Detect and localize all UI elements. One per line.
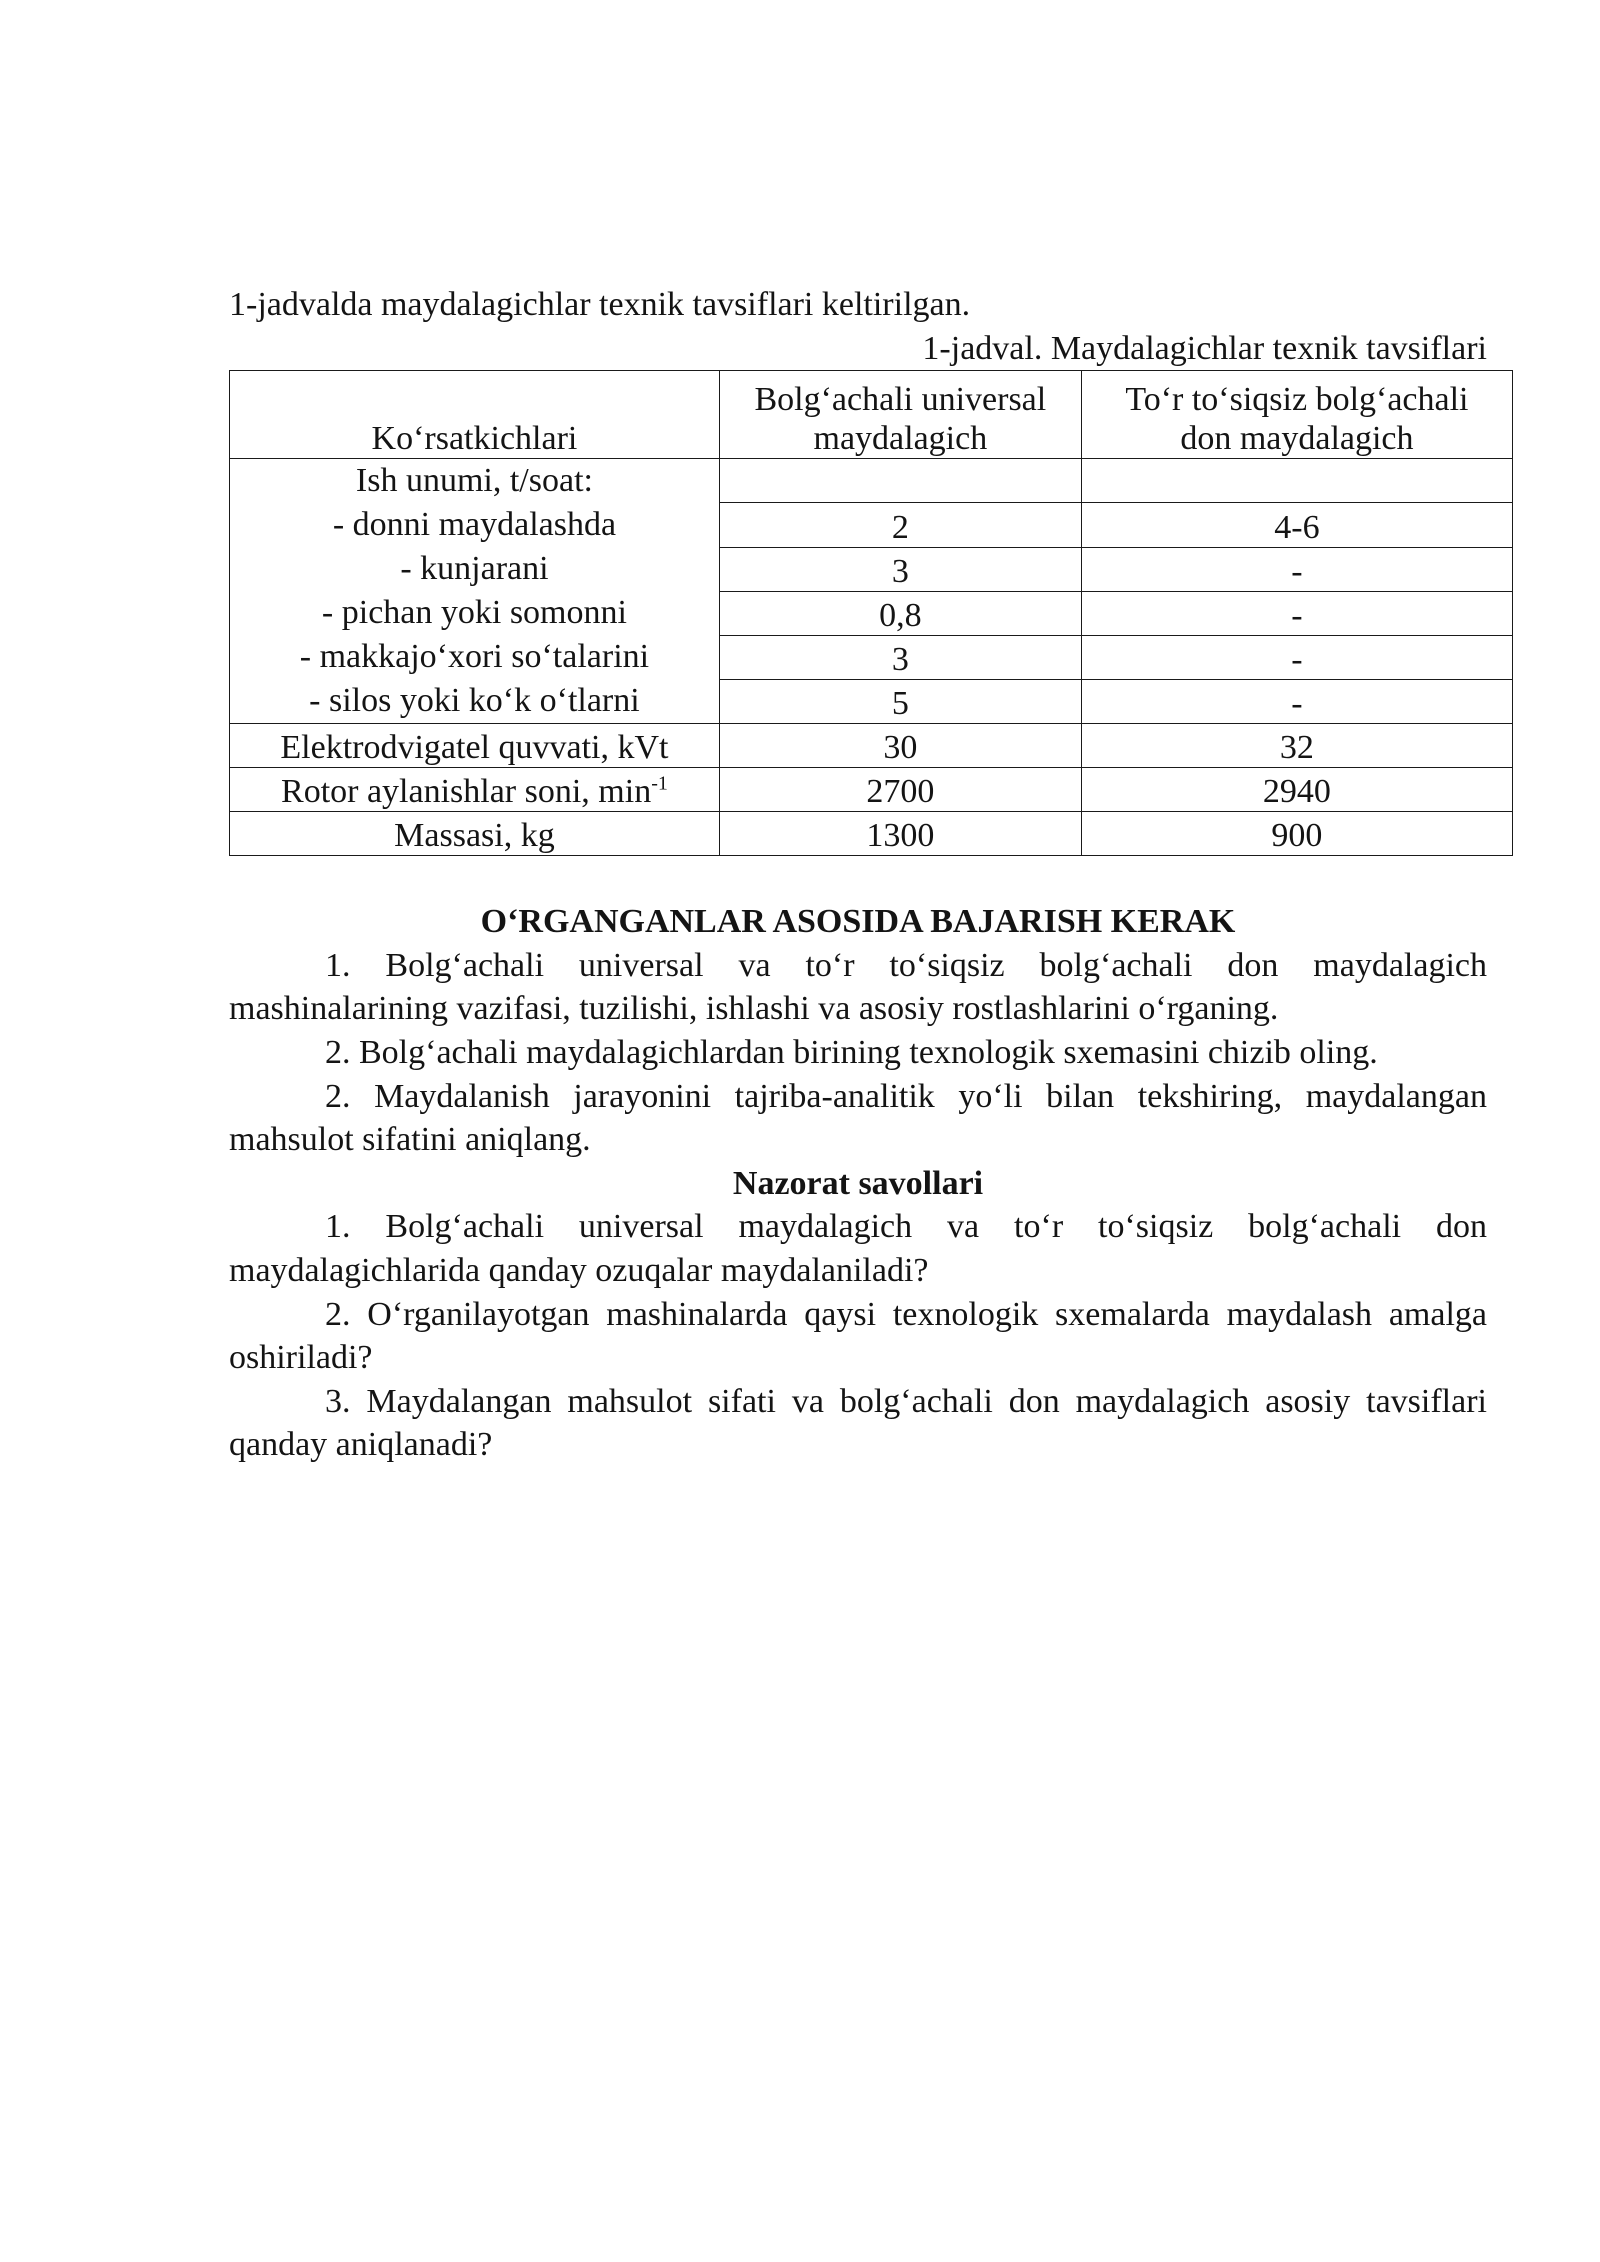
- question-item: 1. Bolg‘achali universal maydalagich va to‘r to‘siqsiz bolg‘achali don maydalagichlarida qanday ozuqalar maydalaniladi?: [229, 1208, 1487, 1289]
- table-cell: 2700: [719, 768, 1081, 812]
- questions-title: Nazorat savollari: [732, 1164, 984, 1202]
- table-cell: 0,8: [719, 591, 1081, 635]
- table-cell: 32: [1081, 724, 1512, 768]
- row-label: Massasi, kg: [230, 812, 720, 856]
- spec-table: [229, 370, 1513, 856]
- table-cell: 3: [719, 547, 1081, 591]
- row-label-cell: [230, 768, 720, 812]
- table-caption: 1-jadval. Maydalagichlar texnik tavsiflari: [922, 329, 1487, 367]
- table-cell: -: [1081, 547, 1512, 591]
- header-col1-line2: maydalagich: [813, 420, 988, 458]
- table-row: [230, 812, 1513, 856]
- row-label: Rotor aylanishlar soni, min: [281, 773, 652, 811]
- table-header-row: [230, 371, 1513, 459]
- tasks-title: O‘RGANGANLAR ASOSIDA BAJARISH KERAK: [480, 903, 1236, 941]
- row-label-superscript: -1: [651, 772, 668, 795]
- table-cell: -: [1081, 635, 1512, 679]
- task-item: 2. Maydalanish jarayonini tajriba-analitik yo‘li bilan tekshiring, maydalangan mahsulot sifatini aniqlang.: [229, 1077, 1487, 1159]
- header-col2: [1081, 371, 1512, 459]
- header-col2-line2: don maydalagich: [1180, 420, 1414, 458]
- intro-text: 1-jadvalda maydalagichlar texnik tavsiflari keltirilgan.: [229, 286, 971, 323]
- question-item: 3. Maydalangan mahsulot sifati va bolg‘achali don maydalagich asosiy tavsiflari qanday aniqlanadi?: [229, 1382, 1487, 1464]
- productivity-item-label: - makkajo‘xori so‘talarini: [299, 638, 650, 676]
- table-cell: 4-6: [1081, 503, 1512, 547]
- row-label: Elektrodvigatel quvvati, kVt: [230, 724, 720, 768]
- table-cell: 1300: [719, 812, 1081, 856]
- table-cell: 3: [719, 635, 1081, 679]
- table-cell: -: [1081, 591, 1512, 635]
- table-cell: [1081, 459, 1512, 503]
- table-cell: 900: [1081, 812, 1512, 856]
- productivity-item-label: - kunjarani: [400, 550, 549, 588]
- table-cell: 30: [719, 724, 1081, 768]
- productivity-item-label: - silos yoki ko‘k o‘tlarni: [309, 682, 640, 720]
- table-cell: 2940: [1081, 768, 1512, 812]
- header-col2-line1: To‘r to‘siqsiz bolg‘achali: [1125, 381, 1469, 419]
- table-cell: -: [1081, 679, 1512, 723]
- productivity-labels: [230, 459, 720, 724]
- document-page: [229, 283, 1487, 1467]
- table-row: [230, 459, 1513, 503]
- header-param: Ko‘rsatkichlari: [230, 371, 720, 459]
- table-row: [230, 724, 1513, 768]
- task-item: 2. Bolg‘achali maydalagichlardan birining texnologik sxemasini chizib oling.: [325, 1033, 1378, 1071]
- table-cell: [719, 459, 1081, 503]
- task-item: 1. Bolg‘achali universal va to‘r to‘siqsiz bolg‘achali don maydalagich mashinalarining vazifasi, tuzilishi, ishlashi va asosiy rostlashlarini o‘rganing.: [229, 946, 1487, 1028]
- productivity-label: Ish unumi, t/soat:: [355, 462, 593, 500]
- table-cell: 2: [719, 503, 1081, 547]
- table-row: [230, 768, 1513, 812]
- question-item: 2. O‘rganilayotgan mashinalarda qaysi texnologik sxemalarda maydalash amalga oshiriladi?: [229, 1295, 1487, 1377]
- table-cell: 5: [719, 679, 1081, 723]
- header-col1: [719, 371, 1081, 459]
- productivity-item-label: - pichan yoki somonni: [321, 594, 627, 632]
- header-col1-line1: Bolg‘achali universal: [754, 381, 1047, 419]
- productivity-item-label: - donni maydalashda: [332, 506, 617, 544]
